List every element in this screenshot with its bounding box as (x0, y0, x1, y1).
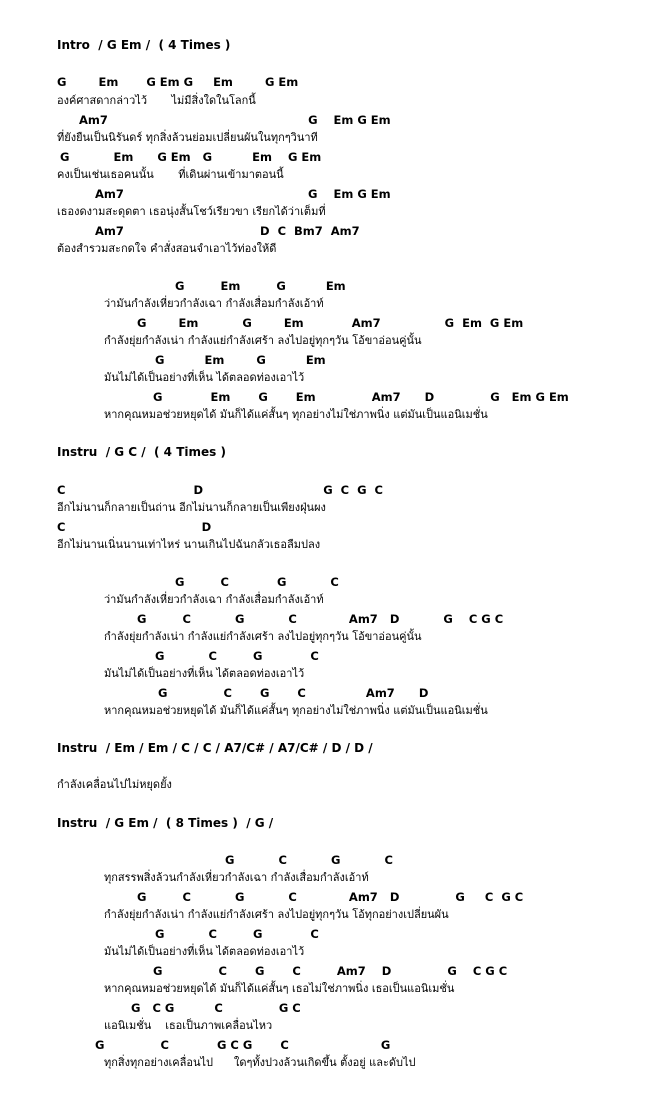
chord-line: G Em G Em (175, 279, 346, 293)
lyric-line: ว่ามันกำลังเหี่ยวกำลังเฉา กำลังเสื่อมกำลังเอ้าท์ (104, 593, 324, 606)
chord-line: Am7 D C Bm7 Am7 (95, 224, 360, 238)
section-heading: Instru / Em / Em / C / C / A7/C# / A7/C# / D / D / (57, 741, 373, 755)
lyric-line: คงเป็นเช่นเธอคนนั้น ที่เดินผ่านเข้ามาตอนนี้ (57, 168, 284, 181)
chord-line: G C G C (225, 853, 393, 867)
lyric-line: กำลังยุ่ยกำลังเน่า กำลังแย่กำลังเศร้า ลงไปอยู่ทุกๆวัน โอ้ทุกอย่างเปลี่ยนผัน (104, 908, 449, 921)
lyric-line: แอนิเมชั่น เธอเป็นภาพเคลื่อนไหว (104, 1019, 273, 1032)
chord-line: G C G C (175, 575, 339, 589)
section-heading: Instru / G C / ( 4 Times ) (57, 445, 226, 459)
section-heading: Instru / G Em / ( 8 Times ) / G / (57, 816, 274, 830)
lyric-line: กำลังยุ่ยกำลังเน่า กำลังแย่กำลังเศร้า ลงไปอยู่ทุกๆวัน โอ้ขาอ่อนคู่นั้น (104, 630, 422, 643)
chord-line: G C G C Am7 D G C G C (137, 612, 504, 626)
lyric-line: กำลังยุ่ยกำลังเน่า กำลังแย่กำลังเศร้า ลงไปอยู่ทุกๆวัน โอ้ขาอ่อนคู่นั้น (104, 334, 422, 347)
chord-line: C D G C G C (57, 483, 383, 497)
chord-line: Am7 G Em G Em (95, 187, 391, 201)
chord-line: G C G C G C G (95, 1038, 391, 1052)
chord-line: G C G C G C (131, 1001, 301, 1015)
lyric-line: มันไม่ได้เป็นอย่างที่เห็น ได้ตลอดท่องเอาไว้ (104, 371, 305, 384)
lyric-line: ทุกสรรพสิ่งล้วนกำลังเหี่ยวกำลังเฉา กำลังเสื่อมกำลังเอ้าท์ (104, 871, 369, 884)
lyric-line: หากคุณหมอช่วยหยุดได้ มันก็ได้แค่สั้นๆ ทุกอย่างไม่ใช่ภาพนิ่ง แต่มันเป็นแอนิเมชั่น (104, 408, 488, 421)
chord-line: G Em G Em (155, 353, 326, 367)
lyric-line: อีกไม่นานก็กลายเป็นถ่าน อีกไม่นานก็กลายเป็นเพียงฝุ่นผง (57, 501, 326, 514)
section-heading: Intro / G Em / ( 4 Times ) (57, 38, 231, 52)
lyric-line: ที่ยังยืนเป็นนิรันดร์ ทุกสิ่งล้วนย่อมเปลี่ยนผันในทุกๆวินาที (57, 131, 318, 144)
lyric-line: หากคุณหมอช่วยหยุดได้ มันก็ได้แค่สั้นๆ ทุกอย่างไม่ใช่ภาพนิ่ง แต่มันเป็นแอนิเมชั่น (104, 704, 488, 717)
chord-line: G C G C Am7 D (158, 686, 429, 700)
lyric-line: หากคุณหมอช่วยหยุดได้ มันก็ได้แค่สั้นๆ เธอไม่ใช่ภาพนิ่ง เธอเป็นแอนิเมชั่น (104, 982, 455, 995)
chord-line: G Em G Em G Em G Em (57, 75, 299, 89)
chord-line: Am7 G Em G Em (79, 113, 391, 127)
lyric-line: มันไม่ได้เป็นอย่างที่เห็น ได้ตลอดท่องเอาไว้ (104, 945, 305, 958)
chord-line: G Em G Em G Em G Em (60, 150, 322, 164)
chord-line: C D (57, 520, 212, 534)
lyric-line: ทุกสิ่งทุกอย่างเคลื่อนไป ใดๆทั้งปวงล้วนเกิดขึ้น ตั้งอยู่ และดับไป (104, 1056, 416, 1069)
lyric-line: เธองดงามสะดุดตา เธอนุ่งสั้นโชว์เรียวขา เรียกได้ว่าเต็มที่ (57, 205, 326, 218)
chord-line: G C G C Am7 D G C G C (137, 890, 524, 904)
chord-line: G Em G Em Am7 G Em G Em (137, 316, 524, 330)
chord-line: G Em G Em Am7 D G Em G Em (153, 390, 569, 404)
chord-line: G C G C Am7 D G C G C (153, 964, 508, 978)
chord-line: G C G C (155, 927, 319, 941)
lyric-line: อีกไม่นานเนิ่นนานเท่าไหร่ นานเกินไปฉันกลัวเธอลืมปลง (57, 538, 321, 551)
lyric-line: ว่ามันกำลังเหี่ยวกำลังเฉา กำลังเสื่อมกำลังเอ้าท์ (104, 297, 324, 310)
lyric-line: กำลังเคลื่อนไปไม่หยุดยั้ง (57, 778, 172, 791)
lyric-line: องค์ศาสดากล่าวไว้ ไม่มีสิ่งใดในโลกนี้ (57, 94, 256, 107)
lyric-line: ต้องสำรวมสะกดใจ คำสั่งสอนจำเอาไว้ท่องให้ดี (57, 242, 277, 255)
lyric-line: มันไม่ได้เป็นอย่างที่เห็น ได้ตลอดท่องเอาไว้ (104, 667, 305, 680)
chord-line: G C G C (155, 649, 319, 663)
